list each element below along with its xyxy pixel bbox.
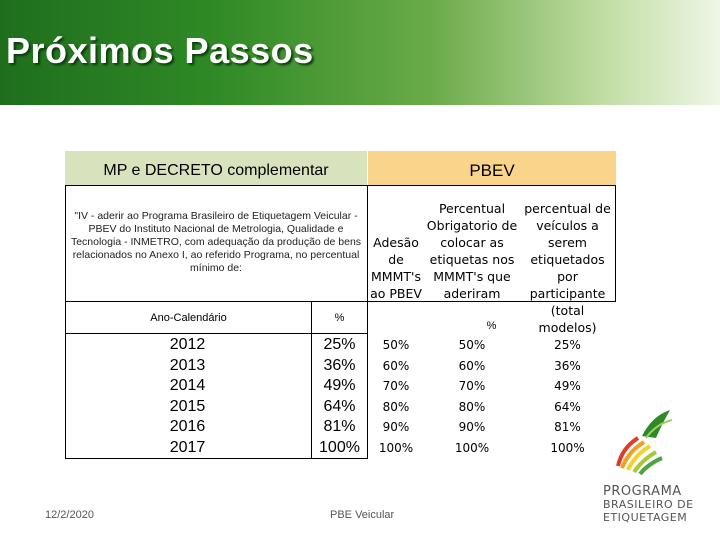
table-row-year: 2014: [169, 377, 206, 394]
table-row-adesao: 80%: [382, 399, 410, 414]
table-vline-right: [615, 185, 616, 302]
sub-header-year: Ano-Calendário: [150, 312, 227, 324]
header-pbev: PBEV: [368, 151, 616, 185]
table-rule-bottom: [65, 458, 367, 459]
pbe-logo-icon: [612, 408, 678, 480]
table-row-part: 81%: [554, 420, 581, 434]
table-row-pct: 25%: [323, 336, 356, 353]
col-header-obrigatorio: Percentual Obrigatorio de colocar as etiquetas nos MMMT's que aderiram: [426, 201, 518, 301]
table-row-year: 2016: [169, 418, 206, 435]
table-row-part: 100%: [550, 440, 585, 455]
table-row-part: 64%: [554, 399, 581, 414]
table-row-obrig: 70%: [458, 379, 486, 393]
logo-line-2: BRASILEIRO DE: [603, 498, 694, 511]
logo-line-1: PROGRAMA: [603, 484, 682, 499]
table-row-pct: 100%: [319, 438, 360, 456]
table-row-part: 49%: [554, 379, 581, 393]
pct-column: [312, 335, 367, 458]
table-row-obrig: 90%: [458, 420, 486, 434]
table-row-part: 36%: [554, 358, 581, 373]
table-row-obrig: 60%: [458, 358, 486, 373]
table-row-pct: 36%: [323, 356, 356, 374]
table-row-year: 2017: [169, 438, 206, 456]
table-row-part: 25%: [554, 338, 581, 352]
table-row-obrig: 80%: [458, 399, 486, 414]
year-column: [120, 335, 255, 458]
slide-title: Próximos Passos: [6, 30, 314, 71]
table-row-adesao: 90%: [382, 420, 410, 434]
footer-label: PBE Veicular: [330, 509, 395, 521]
table-row-adesao: 100%: [378, 440, 414, 455]
col-header-adesao: Adesão de MMMT's ao PBEV: [370, 235, 422, 301]
footer-date: 12/2/2020: [45, 509, 94, 521]
table-row-pct: 81%: [323, 418, 356, 435]
table-row-pct: 49%: [323, 377, 356, 394]
table-row-year: 2012: [169, 336, 206, 353]
table-row-adesao: 70%: [382, 379, 410, 393]
logo-line-3: ETIQUETAGEM: [603, 511, 688, 524]
header-mp-decreto: MP e DECRETO complementar: [65, 151, 367, 185]
adesao-column: [368, 335, 424, 458]
sub-header-pct-obrig: %: [486, 320, 497, 332]
table-row-adesao: 50%: [382, 338, 410, 352]
table-row-year: 2013: [169, 356, 206, 374]
table-rule-top: [65, 185, 616, 186]
obrigatorio-column: [424, 335, 520, 458]
col-header-participante: percentual de veículos a serem etiquetados por participante (total modelos): [524, 201, 611, 335]
table-row-adesao: 60%: [382, 358, 410, 373]
table-row-pct: 64%: [323, 397, 356, 415]
table-row-year: 2015: [169, 397, 206, 415]
table-row-obrig: 50%: [458, 338, 486, 352]
table-rule-sub: [65, 333, 367, 334]
table-row-obrig: 100%: [454, 440, 490, 455]
decree-text: "IV - aderir ao Programa Brasileiro de Etiquetagem Veicular - PBEV do Instituto Nacional de Metrologia, Qualidade e Tecnologia - INMETRO, com adequação da produção de bens relacionados no Anexo I, ao referido Programa, no percentual mínimo de:: [70, 210, 362, 274]
participante-column: [520, 335, 615, 458]
sub-header-pct: %: [334, 312, 345, 324]
